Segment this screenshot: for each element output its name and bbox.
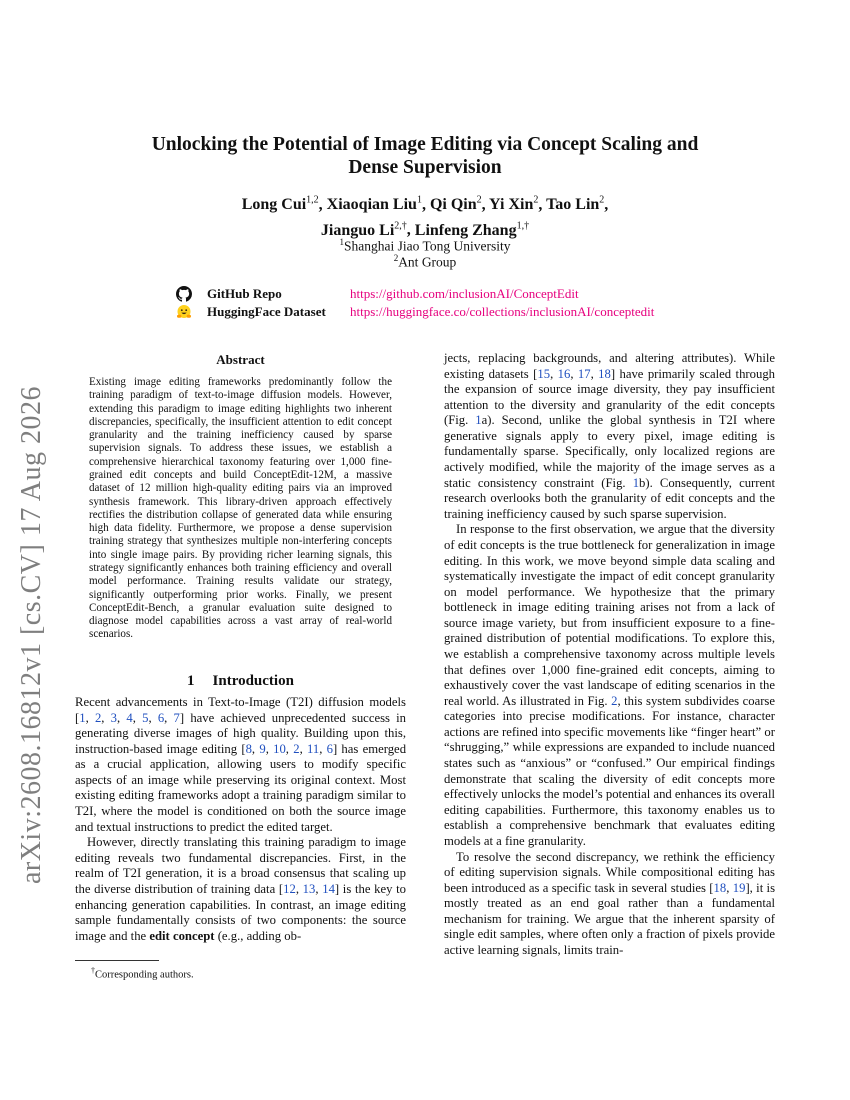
citation-link[interactable]: 8 xyxy=(245,741,252,756)
paper-title xyxy=(120,133,730,179)
github-repo-link[interactable]: https://github.com/inclusionAI/ConceptEdit xyxy=(350,286,579,301)
citation-link[interactable]: 12 xyxy=(283,881,296,896)
huggingface-icon xyxy=(176,304,192,320)
bold-term: edit concept xyxy=(149,928,215,943)
citation-link[interactable]: 17 xyxy=(577,366,591,381)
section-number: 1 xyxy=(187,673,195,689)
paragraph: jects, replacing backgrounds, and altering attributes). While existing datasets [15, 16, 17, 18] have primarily scaled through the expansion of source image diversity, they pay insufficient attention to the diversity and granularity of the edit concepts (Fig. 1a). Second, unlike the global synthesis in T2I where generative signals apply to every pixel, image editing is fundamentally sparse. Specifically, only localized regions are actively modified, while the majority of the image serves as a static consistency constraint (Fig. 1b). Consequently, current research overlooks both the granularity of edit concepts and the training inefficiency caused by such sparse supervision. xyxy=(444,351,776,521)
citation-link[interactable]: 6 xyxy=(326,741,333,756)
paragraph: In response to the first observation, we argue that the diversity of edit concepts is the true bottleneck for generalization in image editing. In this work, we move beyond simple data scaling and systematically investigate the impact of edit concept granularity on model performance. We hypothesize that the primary bottleneck in image editing training arises not from a lack of source image variety, but from insufficient exposure to a fine-grained distribution of potential modifications. To explore this, we establish a comprehensive taxonomy across multiple levels that defines over 1,000 fine-grained edit concepts, aiming to exhaustively cover the vast landscape of editing scenarios in the real world. As illustrated in Fig. 2, this system subdivides coarse categories into precise modifications. For instance, character actions are refined into specific movements like “finger heart” or “shrugging,” while expressions are expanded to include nuanced states such as “anxious” or “confused.” Our empirical findings demonstrate that scaling the diversity of edit concepts more effectively unlocks the model’s potential and enhances its overall editing capabilities. Furthermore, this taxonomy enables us to establish a comprehensive benchmark that evaluates editing models at a fine granularity. xyxy=(444,522,775,848)
footnote: †Corresponding authors. xyxy=(91,966,194,981)
citation-link[interactable]: 5 xyxy=(142,710,149,725)
section-title: Introduction xyxy=(212,673,294,689)
github-link-label: GitHub Repo xyxy=(207,286,282,301)
figure-link[interactable]: 1 xyxy=(632,475,640,490)
citation-link[interactable]: 18 xyxy=(598,366,611,381)
citation-link[interactable]: 19 xyxy=(732,880,746,895)
citation-link[interactable]: 10 xyxy=(273,741,286,756)
author: Linfeng Zhang$^{1,\dagger}$ xyxy=(414,220,530,239)
citation-link[interactable]: 7 xyxy=(173,710,180,725)
paragraph: Recent advancements in Text-to-Image (T2I) diffusion models [1, 2, 3, 4, 5, 6, 7] have achieved unprecedented success in generating diverse images of high quality. Building upon this, instruction-based image editing [8, 9, 10, 2, 11, 6] has emerged as a crucial application, allowing users to modify specific aspects of an image while preserving its original context. Most existing editing frameworks adopt a training paradigm similar to T2I, where the model is conditioned on both the source image and textual instructions to predict the edited target. xyxy=(75,695,407,834)
citation-link[interactable]: 14 xyxy=(322,881,335,896)
right-column xyxy=(444,351,775,959)
citation-link[interactable]: 9 xyxy=(259,741,266,756)
citation-link[interactable]: 11 xyxy=(306,741,320,756)
citation-link[interactable]: 4 xyxy=(126,710,133,725)
huggingface-link-label: HuggingFace Dataset xyxy=(207,304,326,319)
author: Xiaoqian Liu$^1$ xyxy=(326,195,422,214)
citation-link[interactable]: 6 xyxy=(157,710,165,725)
citation-link[interactable]: 15 xyxy=(537,366,551,381)
citation-link[interactable]: 2 xyxy=(94,710,102,725)
author: Long Cui$^{1,2}$ xyxy=(241,195,319,214)
arxiv-identifier: arXiv:2608.16812v1 [cs.CV] 17 Aug 2026 xyxy=(16,385,47,885)
title-line-2: Dense Supervision xyxy=(348,157,502,178)
author: Tao Lin$^2$ xyxy=(546,195,605,214)
paragraph: However, directly translating this training paradigm to image editing reveals two fundamental discrepancies. First, in the realm of T2I generation, it is a broad consensus that scaling up the diverse distribution of training data [12, 13, 14] is the key to enhancing generation capabilities. In contrast, an image editing sample fundamentally consists of two components: the source image and the edit concept (e.g., adding ob- xyxy=(75,835,407,943)
citation-link[interactable]: 3 xyxy=(110,710,118,725)
affiliation: $^2$Ant Group xyxy=(393,253,457,270)
citation-link[interactable]: 13 xyxy=(302,881,316,896)
footnote-divider xyxy=(75,960,159,961)
author: Qi Qin$^2$ xyxy=(429,195,482,214)
title-line-1: Unlocking the Potential of Image Editing via Concept Scaling and xyxy=(151,134,699,155)
paragraph: To resolve the second discrepancy, we rethink the efficiency of editing supervision signals. While compositional editing has been introduced as a specific task in several studies [18, 19], it is mostly treated as an end goal rather than a fundamental mechanism for training. We argue that the inherent sparsity of single edit samples, where often only a fraction of pixels provide active learning signals, limits train- xyxy=(444,849,776,957)
citation-link[interactable]: 1 xyxy=(79,710,86,725)
github-icon xyxy=(176,286,192,302)
left-column xyxy=(75,695,406,944)
section-heading xyxy=(75,673,406,690)
author: Jianguo $Li^{2,\dagger}$ xyxy=(320,220,407,239)
abstract-text: Existing image editing frameworks predominantly follow the training paradigm of text-to-image diffusion models. However, extending this paradigm to image editing highlights two inherent discrepancies, specifically, the insufficient attention to edit concept granularity and the training inefficiency caused by sparse supervision signals. To address these issues, we establish a comprehensive hierarchical taxonomy featuring over 1,000 fine-grained edit concepts and build ConceptEdit-12M, a massive dataset of 12 million high-quality editing pairs via an improved synthesis framework. This library-driven approach effectively rectifies the distribution collapse of generated data while ensuring high data fidelity. Furthermore, we propose a dense supervision training strategy that synthesizes multiple non-interfering concepts into single image pairs. By providing richer learning signals, this strategy significantly enhances both training efficiency and overall model performance. Training results validate our strategy, significantly outperforming prior works. Finally, we present ConceptEdit-Bench, a granular evaluation suite designed to diagnose model capabilities across a vast array of real-world scenarios. xyxy=(89,376,392,641)
figure-link[interactable]: 2 xyxy=(611,693,618,708)
citation-link[interactable]: 16 xyxy=(557,366,571,381)
abstract-heading: Abstract xyxy=(216,352,265,367)
citation-link[interactable]: 2 xyxy=(293,741,300,756)
figure-link[interactable]: 1 xyxy=(475,413,482,428)
affiliation: $^1$Shanghai Jiao Tong University xyxy=(339,237,511,254)
citation-link[interactable]: 18 xyxy=(713,880,727,895)
author: Yi Xin$^2$ xyxy=(489,195,539,214)
author-list: Long Cui$^{1,2}$, Xiaoqian Liu$^1$, Qi Qin$^2$, Yi Xin$^2$, Tao Lin$^2$, Jianguo $Li^{2,\dagger}$, Linfeng Zhang$^{1,\dagger}$ xyxy=(241,195,609,239)
huggingface-dataset-link[interactable]: https://huggingface.co/collections/inclusionAI/conceptedit xyxy=(350,304,655,319)
